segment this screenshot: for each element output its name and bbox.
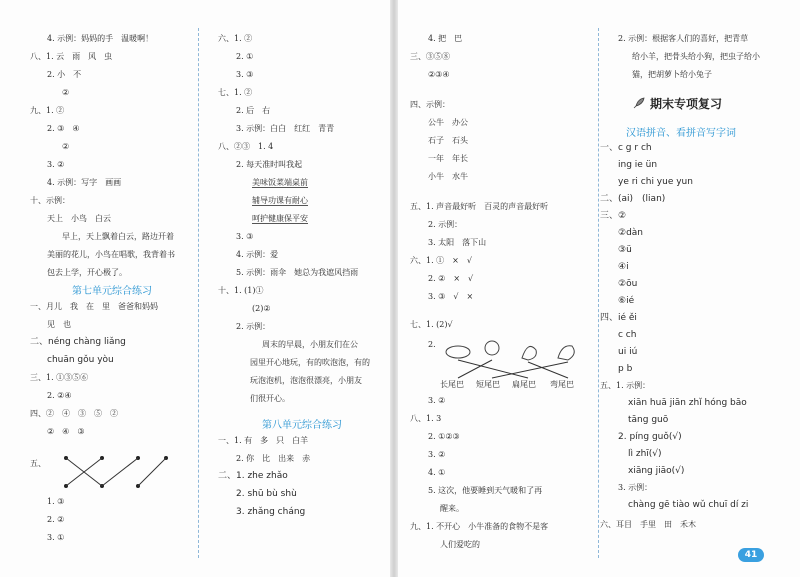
answer-line: 七、1. (2)√ — [410, 320, 453, 329]
match-line — [458, 360, 528, 378]
answer-line: 五、1. 示例： — [600, 381, 651, 390]
animal-label: 短尾巴 — [476, 380, 500, 389]
match-line — [492, 362, 568, 378]
answer-line: 3. zhǎng cháng — [236, 507, 306, 517]
monkey-icon — [485, 341, 499, 355]
answer-line: 2. ② × √ — [428, 274, 474, 283]
answer-line — [252, 178, 308, 188]
answer-line: 4. 示例：写字 画画 — [47, 178, 122, 187]
answer-line: p b — [618, 364, 633, 374]
match-line — [458, 360, 492, 378]
answer-line: 2. 你 比 出来 赤 — [236, 454, 311, 463]
answer-line: 3. ② — [47, 160, 65, 169]
answer-line: 人们爱吃的 — [440, 540, 480, 549]
section-title-unit7: 第七单元综合练习 — [72, 286, 152, 297]
answer-line: 2. 小 不 — [47, 70, 82, 79]
answer-line: 给小羊，把骨头给小狗，把虫子给小 — [632, 52, 760, 61]
answer-line: 3. ③ √ × — [428, 292, 474, 301]
answer-line: 2. 后 右 — [236, 106, 271, 115]
column-divider — [598, 28, 599, 558]
answer-line: 3. ① — [47, 533, 65, 542]
answer-line: 一、1. 有 多 只 白羊 — [218, 436, 309, 445]
answer-line: chàng gē tiào wǔ chuī dí zi — [628, 500, 749, 510]
final-review-title: 期末专项复习 — [650, 97, 723, 111]
answer-line: 九、1. ② — [30, 106, 65, 115]
animal-label: 长尾巴 — [440, 380, 464, 389]
answer-line: 见 也 — [47, 320, 71, 329]
answer-line: 天上 小鸟 白云 — [47, 214, 111, 223]
answer-line: lì zhī(√) — [628, 449, 662, 459]
animal-label: 扁尾巴 — [512, 380, 536, 389]
answer-line: 2. 示例：根据客人们的喜好，把青草 — [618, 34, 749, 43]
answer-line: xiān huā jiān zhǐ hóng bāo — [628, 398, 747, 408]
underlined-text: 呵护健康保平安 — [252, 214, 308, 223]
answer-line: 四、ié ěi — [600, 313, 637, 323]
answer-line: ②dàn — [618, 228, 644, 238]
answer-line: 包去上学，开心极了。 — [47, 268, 127, 277]
answer-line: 三、② — [600, 211, 627, 221]
answer-line: 六、1. ① × √ — [410, 256, 472, 265]
book-spine — [390, 0, 398, 577]
answer-line: 3. 示例：白白 红红 青青 — [236, 124, 335, 133]
answer-line: 四、② ④ ③ ⑤ ② — [30, 409, 118, 418]
answer-line: 2. 示例： — [428, 220, 463, 229]
duck-icon — [558, 346, 574, 360]
answer-line: 2. ② — [47, 515, 65, 524]
answer-line: 二、néng chàng liǎng — [30, 337, 126, 347]
answer-line: 3. 示例： — [618, 483, 653, 492]
answer-line: 3. ② — [428, 450, 446, 459]
answer-line: 二、(ai) (lian) — [600, 194, 666, 204]
rooster-icon — [522, 346, 536, 360]
underlined-text: 辅导功课有耐心 — [252, 196, 308, 205]
answer-line: 2. ②④ — [47, 391, 72, 400]
answer-line: 3. ② — [428, 396, 446, 405]
left-page — [0, 0, 392, 577]
answer-line: 一年 年长 — [428, 154, 468, 163]
answer-line: ④i — [618, 262, 629, 272]
answer-line: ②③④ — [428, 70, 450, 79]
answer-line: 六、耳目 手里 田 禾木 — [600, 520, 696, 529]
answer-line: ②ōu — [618, 279, 638, 289]
answer-line: 美丽的花儿，小鸟在唱歌，我背着书 — [47, 250, 175, 259]
answer-line: 玩泡泡机，泡泡很漂亮，小朋友 — [250, 376, 362, 385]
answer-line: ② ④ ③ — [47, 427, 85, 436]
answer-line: 3. ③ — [236, 232, 254, 241]
answer-line: 2. ③ ④ — [47, 124, 80, 133]
answer-line: chuān gǒu yòu — [47, 355, 114, 365]
answer-line: 十、1. (1)① — [218, 286, 264, 295]
answer-line: 5. 这次，他要睡到天气暖和了再 — [428, 486, 543, 495]
answer-line: ③ü — [618, 245, 632, 255]
answer-line: 八、1. 云 雨 风 虫 — [30, 52, 113, 61]
answer-line: 2. — [428, 340, 436, 349]
page-number-badge: 41 — [738, 548, 764, 562]
answer-line: ye ri chi yue yun — [618, 177, 693, 187]
answer-line: 2. píng guǒ(√) — [618, 432, 682, 442]
animal-label: 弯尾巴 — [550, 380, 574, 389]
answer-line: 八、1. 3 — [410, 414, 442, 423]
answer-line: 猫，把胡萝卜给小兔子 — [632, 70, 712, 79]
answer-line: 们很开心。 — [250, 394, 290, 403]
answer-line: 醒来。 — [440, 504, 464, 513]
column-divider — [198, 28, 199, 558]
rocket-icon — [632, 96, 646, 110]
match-line — [102, 458, 138, 486]
match-line — [528, 362, 568, 378]
answer-line: ⑥ié — [618, 296, 635, 306]
matching-lines-diagram — [62, 452, 172, 492]
answer-line: 2. ① — [236, 52, 254, 61]
answer-line — [252, 214, 308, 224]
answer-line: 九、1. 不开心 小牛准备的食物不是客 — [410, 522, 549, 531]
answer-line: 石子 石头 — [428, 136, 468, 145]
underlined-text: 美味饭菜端桌前 — [252, 178, 308, 187]
answer-line: 十、示例： — [30, 196, 70, 205]
section-title-unit8: 第八单元综合练习 — [262, 420, 342, 431]
answer-line: 1. ③ — [47, 497, 65, 506]
answer-line: 五、 — [30, 459, 46, 468]
answer-line: 小牛 水牛 — [428, 172, 468, 181]
answer-line: 2. shū bù shù — [236, 489, 297, 499]
answer-line: 八、②③ 1. 4 — [218, 142, 274, 151]
answer-line: 公牛 办公 — [428, 118, 468, 127]
answer-line: 2. 每天准时叫我起 — [236, 160, 303, 169]
answer-line: 3. 太阳 落下山 — [428, 238, 487, 247]
answer-line: 四、示例： — [410, 100, 450, 109]
answer-line: c ch — [618, 330, 637, 340]
answer-line: 三、③⑤⑧ — [410, 52, 450, 61]
answer-line: 七、1. ② — [218, 88, 253, 97]
answer-line: tāng guō — [628, 415, 669, 425]
answer-line: 五、1. 声音最好听 百灵的声音最好听 — [410, 202, 549, 211]
answer-line: ing ie ün — [618, 160, 658, 170]
answer-line: 4. ① — [428, 468, 446, 477]
answer-line: 4. 示例：妈妈的手 温暖啊！ — [47, 34, 154, 43]
answer-line: xiāng jiāo(√) — [628, 466, 685, 476]
answer-line: 早上，天上飘着白云，路边开着 — [62, 232, 174, 241]
answer-line: 园里开心地玩，有的吹泡泡，有的 — [250, 358, 370, 367]
answer-line: 4. 示例：爱 — [236, 250, 279, 259]
answer-line: 三、1. ①③⑤⑥ — [30, 373, 89, 382]
match-line — [138, 458, 166, 486]
answer-line: 一、月儿 我 在 里 爸爸和妈妈 — [30, 302, 158, 311]
answer-line: ui iú — [618, 347, 638, 357]
section-title-pinyin: 汉语拼音、看拼音写字词 — [626, 128, 736, 139]
answer-line: 周末的早晨，小朋友们在公 — [262, 340, 358, 349]
answer-line: 2. ①②③ — [428, 432, 460, 441]
dog-icon — [446, 346, 470, 358]
answer-line — [252, 196, 308, 206]
answer-line: 六、1. ② — [218, 34, 253, 43]
answer-line: ② — [62, 142, 70, 151]
answer-line: 2. 示例： — [236, 322, 271, 331]
answer-line: 3. ③ — [236, 70, 254, 79]
answer-line: 二、1. zhe zhǎo — [218, 471, 288, 481]
answer-line: (2)② — [252, 304, 271, 313]
answer-line: ② — [62, 88, 70, 97]
answer-line: 4. 把 巴 — [428, 34, 463, 43]
answer-line: 5. 示例：雨伞 她总为我遮风挡雨 — [236, 268, 359, 277]
answer-line: 一、c g r ch — [600, 143, 652, 153]
